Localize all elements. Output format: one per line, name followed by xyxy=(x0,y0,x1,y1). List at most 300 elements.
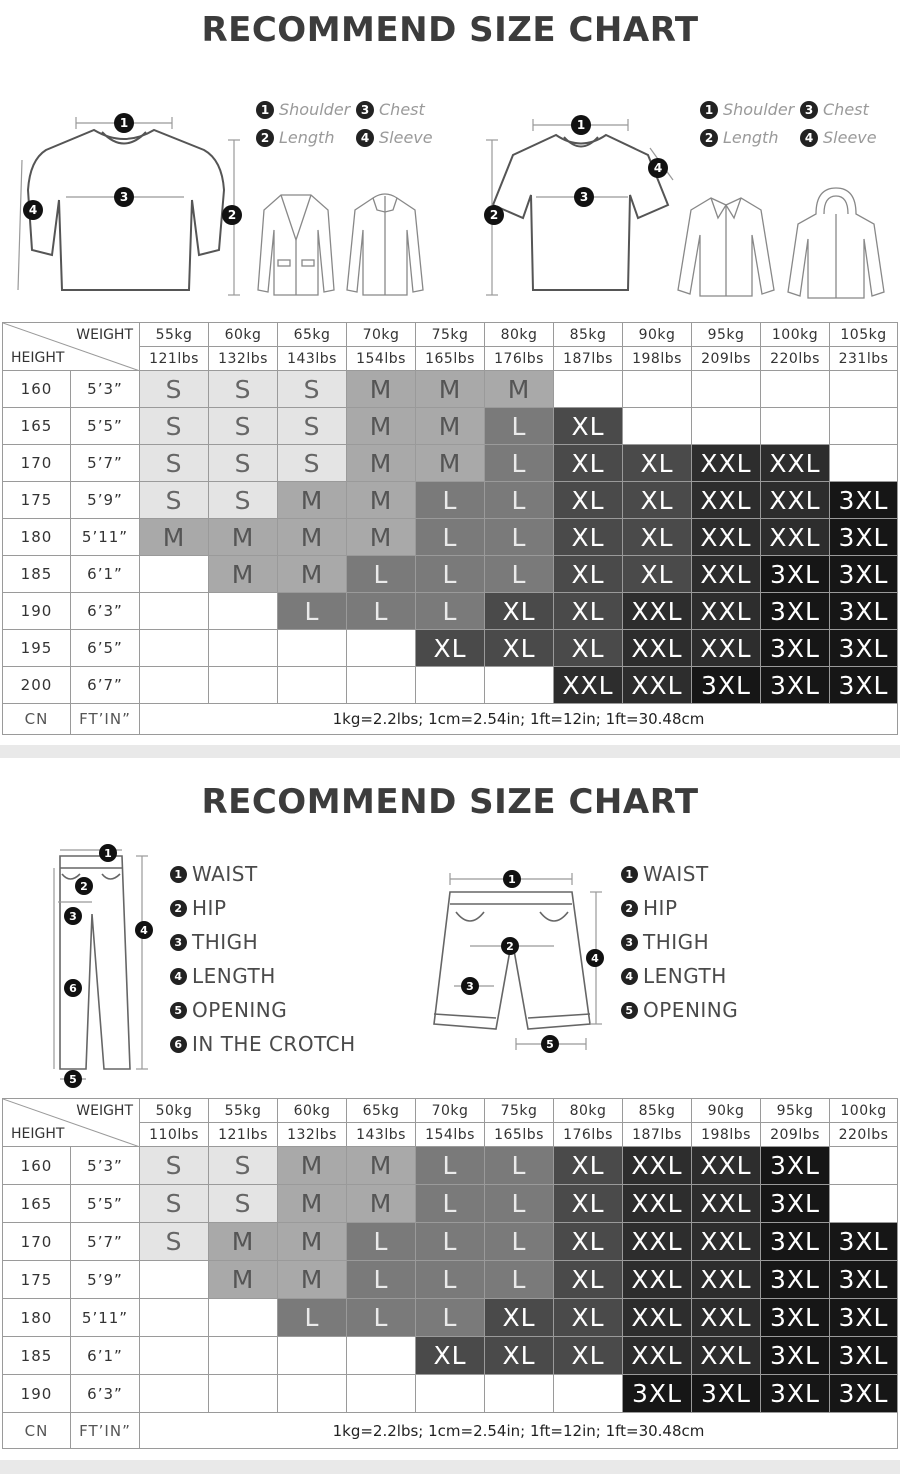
size-cell: 3XL xyxy=(830,519,898,556)
size-cell xyxy=(209,1299,278,1337)
blazer-icon xyxy=(256,190,336,300)
height-cm-cell: 180 xyxy=(3,519,71,556)
size-cell: 3XL xyxy=(761,630,830,667)
size-cell: S xyxy=(209,1147,278,1185)
size-cell xyxy=(347,630,416,667)
legend-item-shoulder xyxy=(256,100,350,119)
svg-text:6: 6 xyxy=(69,982,77,995)
weight-lbs-header: 132lbs xyxy=(209,347,278,371)
table-row xyxy=(3,1185,898,1223)
table-row xyxy=(3,408,898,445)
size-cell: XL xyxy=(416,1337,485,1375)
size-cell xyxy=(830,408,898,445)
size-cell: XL xyxy=(416,630,485,667)
weight-kg-header: 105kg xyxy=(830,323,898,347)
size-cell: S xyxy=(278,408,347,445)
size-cell: M xyxy=(347,482,416,519)
height-cm-cell: 160 xyxy=(3,1147,71,1185)
legend-label: WAIST xyxy=(643,862,709,886)
legend-label: Length xyxy=(723,128,779,147)
table-row xyxy=(3,667,898,704)
size-cell: 3XL xyxy=(761,1261,830,1299)
ftin-unit-label: FT’IN” xyxy=(71,1413,140,1449)
top-chart-title: RECOMMEND SIZE CHART xyxy=(201,10,699,50)
size-cell: XL xyxy=(554,630,623,667)
legend-number: 3 xyxy=(621,934,638,951)
cn-unit-label: CN xyxy=(3,1413,71,1449)
svg-text:4: 4 xyxy=(591,952,599,965)
ftin-unit-label: FT’IN” xyxy=(71,704,140,735)
height-ft-cell: 6’1” xyxy=(71,556,140,593)
size-cell: M xyxy=(278,519,347,556)
legend-label: Sleeve xyxy=(823,128,877,147)
size-cell: L xyxy=(416,1299,485,1337)
t-shirt-diagram-icon xyxy=(478,100,688,305)
size-cell: XL xyxy=(554,593,623,630)
weight-kg-header: 50kg xyxy=(140,1099,209,1123)
size-cell: XXL xyxy=(623,667,692,704)
size-cell: L xyxy=(485,482,554,519)
size-cell: M xyxy=(416,371,485,408)
bottom-chart-title: RECOMMEND SIZE CHART xyxy=(201,782,699,822)
size-cell: XL xyxy=(554,445,623,482)
size-cell: L xyxy=(416,482,485,519)
size-cell: M xyxy=(209,556,278,593)
weight-lbs-header: 209lbs xyxy=(761,1123,830,1147)
weight-kg-header: 85kg xyxy=(623,1099,692,1123)
size-cell: XL xyxy=(554,1185,623,1223)
size-cell: XXL xyxy=(692,1185,761,1223)
legend-item-sleeve xyxy=(800,128,877,147)
legend-number: 4 xyxy=(800,129,818,147)
size-cell: S xyxy=(140,482,209,519)
size-cell xyxy=(140,1337,209,1375)
size-cell xyxy=(485,667,554,704)
size-cell xyxy=(278,667,347,704)
legend-item-thigh xyxy=(170,930,258,954)
size-cell: 3XL xyxy=(830,1223,898,1261)
top-left-legend xyxy=(256,100,456,160)
size-cell: XXL xyxy=(623,1147,692,1185)
size-cell: M xyxy=(209,1261,278,1299)
size-cell xyxy=(278,1375,347,1413)
size-cell xyxy=(554,1375,623,1413)
legend-label: OPENING xyxy=(643,998,739,1022)
legend-item-length xyxy=(700,128,778,147)
size-cell: XL xyxy=(485,1299,554,1337)
shorts-legend xyxy=(621,862,821,1042)
legend-label: LENGTH xyxy=(192,964,276,988)
bottom-size-table xyxy=(2,1098,898,1449)
height-cm-cell: 195 xyxy=(3,630,71,667)
size-cell xyxy=(209,667,278,704)
size-cell: XXL xyxy=(623,1299,692,1337)
size-cell: XXL xyxy=(623,593,692,630)
size-cell: M xyxy=(278,556,347,593)
size-cell: L xyxy=(416,1223,485,1261)
size-cell xyxy=(209,630,278,667)
legend-item-length xyxy=(170,964,276,988)
legend-label: Length xyxy=(279,128,335,147)
conversion-note: 1kg=2.2lbs; 1cm=2.54in; 1ft=12in; 1ft=30.48cm xyxy=(140,704,898,735)
weight-kg-header: 70kg xyxy=(347,323,416,347)
size-cell: XXL xyxy=(623,1185,692,1223)
size-cell: S xyxy=(278,445,347,482)
svg-text:3: 3 xyxy=(466,980,474,993)
size-cell: L xyxy=(485,519,554,556)
height-axis-label: HEIGHT xyxy=(11,1126,65,1142)
height-ft-cell: 5’3” xyxy=(71,1147,140,1185)
size-cell: S xyxy=(209,408,278,445)
size-cell: XL xyxy=(623,482,692,519)
table-row xyxy=(3,556,898,593)
weight-kg-header: 90kg xyxy=(623,323,692,347)
size-cell: XL xyxy=(623,556,692,593)
weight-lbs-header: 121lbs xyxy=(209,1123,278,1147)
size-cell: 3XL xyxy=(761,1147,830,1185)
legend-number: 1 xyxy=(621,866,638,883)
size-cell xyxy=(761,408,830,445)
top-size-table xyxy=(2,322,898,735)
size-cell: M xyxy=(347,408,416,445)
legend-item-hip xyxy=(621,896,678,920)
size-cell: 3XL xyxy=(830,593,898,630)
table-row xyxy=(3,1375,898,1413)
long-sleeve-shirt-diagram-icon xyxy=(14,100,246,305)
svg-text:1: 1 xyxy=(576,118,586,132)
legend-item-opening xyxy=(621,998,738,1022)
weight-lbs-header: 154lbs xyxy=(416,1123,485,1147)
size-cell xyxy=(830,371,898,408)
size-cell: XL xyxy=(554,519,623,556)
height-cm-cell: 190 xyxy=(3,593,71,630)
size-cell: 3XL xyxy=(761,1223,830,1261)
size-cell: XXL xyxy=(623,1261,692,1299)
size-cell: S xyxy=(140,445,209,482)
size-cell: XXL xyxy=(692,1337,761,1375)
legend-label: Sleeve xyxy=(379,128,433,147)
trousers-diagram-icon xyxy=(40,844,160,1089)
legend-label: OPENING xyxy=(192,998,288,1022)
height-ft-cell: 6’5” xyxy=(71,630,140,667)
shorts-diagram-icon xyxy=(430,864,610,1064)
weight-lbs-header: 176lbs xyxy=(554,1123,623,1147)
shirt-icon xyxy=(676,190,776,300)
table-row xyxy=(3,482,898,519)
size-cell xyxy=(140,1299,209,1337)
size-cell: XXL xyxy=(692,1261,761,1299)
size-cell: M xyxy=(347,1185,416,1223)
height-ft-cell: 5’3” xyxy=(71,371,140,408)
size-cell: L xyxy=(278,1299,347,1337)
size-cell: M xyxy=(278,1223,347,1261)
legend-item-in-the-crotch xyxy=(170,1032,356,1056)
svg-text:3: 3 xyxy=(69,910,77,923)
legend-item-waist xyxy=(621,862,709,886)
legend-label: Chest xyxy=(823,100,869,119)
size-cell xyxy=(140,1261,209,1299)
height-ft-cell: 5’9” xyxy=(71,1261,140,1299)
section-divider xyxy=(0,1460,900,1474)
size-cell: 3XL xyxy=(830,556,898,593)
size-cell: XXL xyxy=(692,482,761,519)
size-cell: 3XL xyxy=(761,1185,830,1223)
height-cm-cell: 170 xyxy=(3,445,71,482)
svg-text:2: 2 xyxy=(80,880,88,893)
weight-kg-header: 80kg xyxy=(485,323,554,347)
size-cell: L xyxy=(416,1261,485,1299)
height-cm-cell: 175 xyxy=(3,1261,71,1299)
table-row xyxy=(3,630,898,667)
weight-height-corner-header xyxy=(3,1099,140,1147)
size-cell: 3XL xyxy=(830,667,898,704)
height-ft-cell: 5’9” xyxy=(71,482,140,519)
size-cell: 3XL xyxy=(623,1375,692,1413)
weight-kg-header: 80kg xyxy=(554,1099,623,1123)
size-cell xyxy=(347,1337,416,1375)
size-cell: 3XL xyxy=(761,556,830,593)
legend-number: 3 xyxy=(800,101,818,119)
legend-item-thigh xyxy=(621,930,709,954)
size-cell: L xyxy=(347,556,416,593)
size-cell: M xyxy=(347,519,416,556)
weight-kg-header: 95kg xyxy=(692,323,761,347)
size-cell: 3XL xyxy=(830,630,898,667)
legend-label: Chest xyxy=(379,100,425,119)
weight-kg-header: 90kg xyxy=(692,1099,761,1123)
size-cell: L xyxy=(416,593,485,630)
size-cell: XL xyxy=(554,1337,623,1375)
size-cell: L xyxy=(485,408,554,445)
height-ft-cell: 5’7” xyxy=(71,1223,140,1261)
svg-text:1: 1 xyxy=(119,116,129,130)
size-cell xyxy=(623,408,692,445)
size-cell: L xyxy=(278,593,347,630)
size-cell: 3XL xyxy=(830,1375,898,1413)
height-cm-cell: 165 xyxy=(3,1185,71,1223)
svg-text:2: 2 xyxy=(489,208,499,222)
size-cell: XXL xyxy=(623,1337,692,1375)
size-cell: XXL xyxy=(692,593,761,630)
legend-label: HIP xyxy=(192,896,227,920)
size-cell xyxy=(623,371,692,408)
legend-label: THIGH xyxy=(192,930,259,954)
weight-height-corner-header xyxy=(3,323,140,371)
size-cell: XXL xyxy=(692,519,761,556)
size-cell: L xyxy=(347,593,416,630)
size-cell: XL xyxy=(554,1261,623,1299)
legend-number: 3 xyxy=(170,934,187,951)
size-cell xyxy=(140,630,209,667)
size-cell: L xyxy=(347,1261,416,1299)
size-cell xyxy=(209,593,278,630)
height-cm-cell: 185 xyxy=(3,1337,71,1375)
size-cell: L xyxy=(485,1185,554,1223)
size-cell: XXL xyxy=(623,1223,692,1261)
height-ft-cell: 6’7” xyxy=(71,667,140,704)
legend-number: 4 xyxy=(621,968,638,985)
size-cell: L xyxy=(485,445,554,482)
size-cell xyxy=(347,667,416,704)
legend-item-chest xyxy=(356,100,425,119)
svg-text:2: 2 xyxy=(227,208,237,222)
size-cell: S xyxy=(209,445,278,482)
legend-label: LENGTH xyxy=(643,964,727,988)
size-cell: 3XL xyxy=(761,667,830,704)
size-cell: XL xyxy=(554,556,623,593)
size-cell xyxy=(416,1375,485,1413)
height-ft-cell: 5’5” xyxy=(71,1185,140,1223)
size-cell xyxy=(209,1375,278,1413)
size-cell: 3XL xyxy=(830,482,898,519)
size-cell: S xyxy=(209,371,278,408)
legend-number: 1 xyxy=(170,866,187,883)
height-cm-cell: 160 xyxy=(3,371,71,408)
size-cell: M xyxy=(278,482,347,519)
height-ft-cell: 6’3” xyxy=(71,1375,140,1413)
bottom-size-chart-section xyxy=(0,758,900,1460)
weight-kg-header: 70kg xyxy=(416,1099,485,1123)
legend-label: HIP xyxy=(643,896,678,920)
weight-lbs-header: 165lbs xyxy=(416,347,485,371)
legend-number: 2 xyxy=(621,900,638,917)
legend-label: Shoulder xyxy=(723,100,795,119)
weight-lbs-header: 209lbs xyxy=(692,347,761,371)
size-cell xyxy=(554,371,623,408)
weight-kg-header: 65kg xyxy=(278,323,347,347)
legend-number: 6 xyxy=(170,1036,187,1053)
weight-lbs-header: 110lbs xyxy=(140,1123,209,1147)
size-cell: S xyxy=(140,408,209,445)
size-cell: L xyxy=(485,1261,554,1299)
legend-item-hip xyxy=(170,896,227,920)
legend-number: 4 xyxy=(356,129,374,147)
size-cell: XXL xyxy=(692,630,761,667)
size-cell xyxy=(278,1337,347,1375)
legend-number: 1 xyxy=(700,101,718,119)
size-cell: L xyxy=(485,1147,554,1185)
size-cell xyxy=(830,1147,898,1185)
weight-lbs-header: 165lbs xyxy=(485,1123,554,1147)
size-cell xyxy=(140,593,209,630)
weight-lbs-header: 154lbs xyxy=(347,347,416,371)
weight-kg-header: 55kg xyxy=(209,1099,278,1123)
size-cell: 3XL xyxy=(830,1299,898,1337)
weight-lbs-header: 187lbs xyxy=(623,1123,692,1147)
size-cell: XL xyxy=(623,519,692,556)
size-cell: XL xyxy=(554,1299,623,1337)
weight-lbs-header: 143lbs xyxy=(347,1123,416,1147)
legend-label: IN THE CROTCH xyxy=(192,1032,356,1056)
size-cell: XXL xyxy=(761,445,830,482)
size-cell: S xyxy=(278,371,347,408)
legend-item-length xyxy=(256,128,334,147)
legend-item-length xyxy=(621,964,727,988)
height-cm-cell: 180 xyxy=(3,1299,71,1337)
size-cell: 3XL xyxy=(761,593,830,630)
height-ft-cell: 6’1” xyxy=(71,1337,140,1375)
legend-item-chest xyxy=(800,100,869,119)
cn-unit-label: CN xyxy=(3,704,71,735)
size-cell: S xyxy=(209,482,278,519)
height-ft-cell: 5’5” xyxy=(71,408,140,445)
size-cell: XL xyxy=(554,1147,623,1185)
size-cell: L xyxy=(485,556,554,593)
hoodie-icon xyxy=(786,184,886,300)
conversion-note: 1kg=2.2lbs; 1cm=2.54in; 1ft=12in; 1ft=30.48cm xyxy=(140,1413,898,1449)
legend-label: Shoulder xyxy=(279,100,351,119)
height-ft-cell: 5’11” xyxy=(71,1299,140,1337)
weight-lbs-header: 198lbs xyxy=(623,347,692,371)
size-cell: S xyxy=(140,1185,209,1223)
height-axis-label: HEIGHT xyxy=(11,350,65,366)
legend-label: THIGH xyxy=(643,930,710,954)
legend-number: 5 xyxy=(170,1002,187,1019)
svg-text:4: 4 xyxy=(140,924,148,937)
height-cm-cell: 185 xyxy=(3,556,71,593)
table-row xyxy=(3,1299,898,1337)
section-divider xyxy=(0,745,900,758)
size-cell: S xyxy=(140,1147,209,1185)
weight-kg-header: 75kg xyxy=(416,323,485,347)
legend-item-opening xyxy=(170,998,287,1022)
table-row xyxy=(3,519,898,556)
size-cell: M xyxy=(278,1261,347,1299)
size-cell: XL xyxy=(554,1223,623,1261)
weight-kg-header: 85kg xyxy=(554,323,623,347)
size-cell: L xyxy=(485,1223,554,1261)
size-cell xyxy=(416,667,485,704)
size-cell: L xyxy=(416,556,485,593)
size-cell: 3XL xyxy=(830,1337,898,1375)
height-cm-cell: 175 xyxy=(3,482,71,519)
size-cell xyxy=(278,630,347,667)
size-cell xyxy=(761,371,830,408)
weight-kg-header: 75kg xyxy=(485,1099,554,1123)
size-cell: L xyxy=(416,1185,485,1223)
svg-text:4: 4 xyxy=(28,203,38,217)
size-cell: 3XL xyxy=(692,1375,761,1413)
svg-text:5: 5 xyxy=(69,1073,77,1086)
legend-item-shoulder xyxy=(700,100,794,119)
size-cell: M xyxy=(209,519,278,556)
height-ft-cell: 5’7” xyxy=(71,445,140,482)
size-cell: XXL xyxy=(692,445,761,482)
weight-kg-header: 100kg xyxy=(830,1099,898,1123)
size-cell xyxy=(347,1375,416,1413)
legend-number: 2 xyxy=(700,129,718,147)
size-cell: XXL xyxy=(692,556,761,593)
table-row xyxy=(3,1261,898,1299)
weight-lbs-header: 231lbs xyxy=(830,347,898,371)
size-cell: XL xyxy=(485,630,554,667)
size-cell: M xyxy=(278,1147,347,1185)
size-cell: S xyxy=(140,371,209,408)
weight-lbs-header: 121lbs xyxy=(140,347,209,371)
size-cell: S xyxy=(209,1185,278,1223)
weight-kg-header: 95kg xyxy=(761,1099,830,1123)
size-cell: XL xyxy=(485,1337,554,1375)
svg-text:1: 1 xyxy=(104,847,112,860)
svg-text:1: 1 xyxy=(508,873,516,886)
weight-kg-header: 60kg xyxy=(278,1099,347,1123)
weight-lbs-header: 132lbs xyxy=(278,1123,347,1147)
size-cell: XL xyxy=(554,482,623,519)
weight-kg-header: 65kg xyxy=(347,1099,416,1123)
table-row xyxy=(3,1223,898,1261)
weight-kg-header: 55kg xyxy=(140,323,209,347)
table-row xyxy=(3,445,898,482)
